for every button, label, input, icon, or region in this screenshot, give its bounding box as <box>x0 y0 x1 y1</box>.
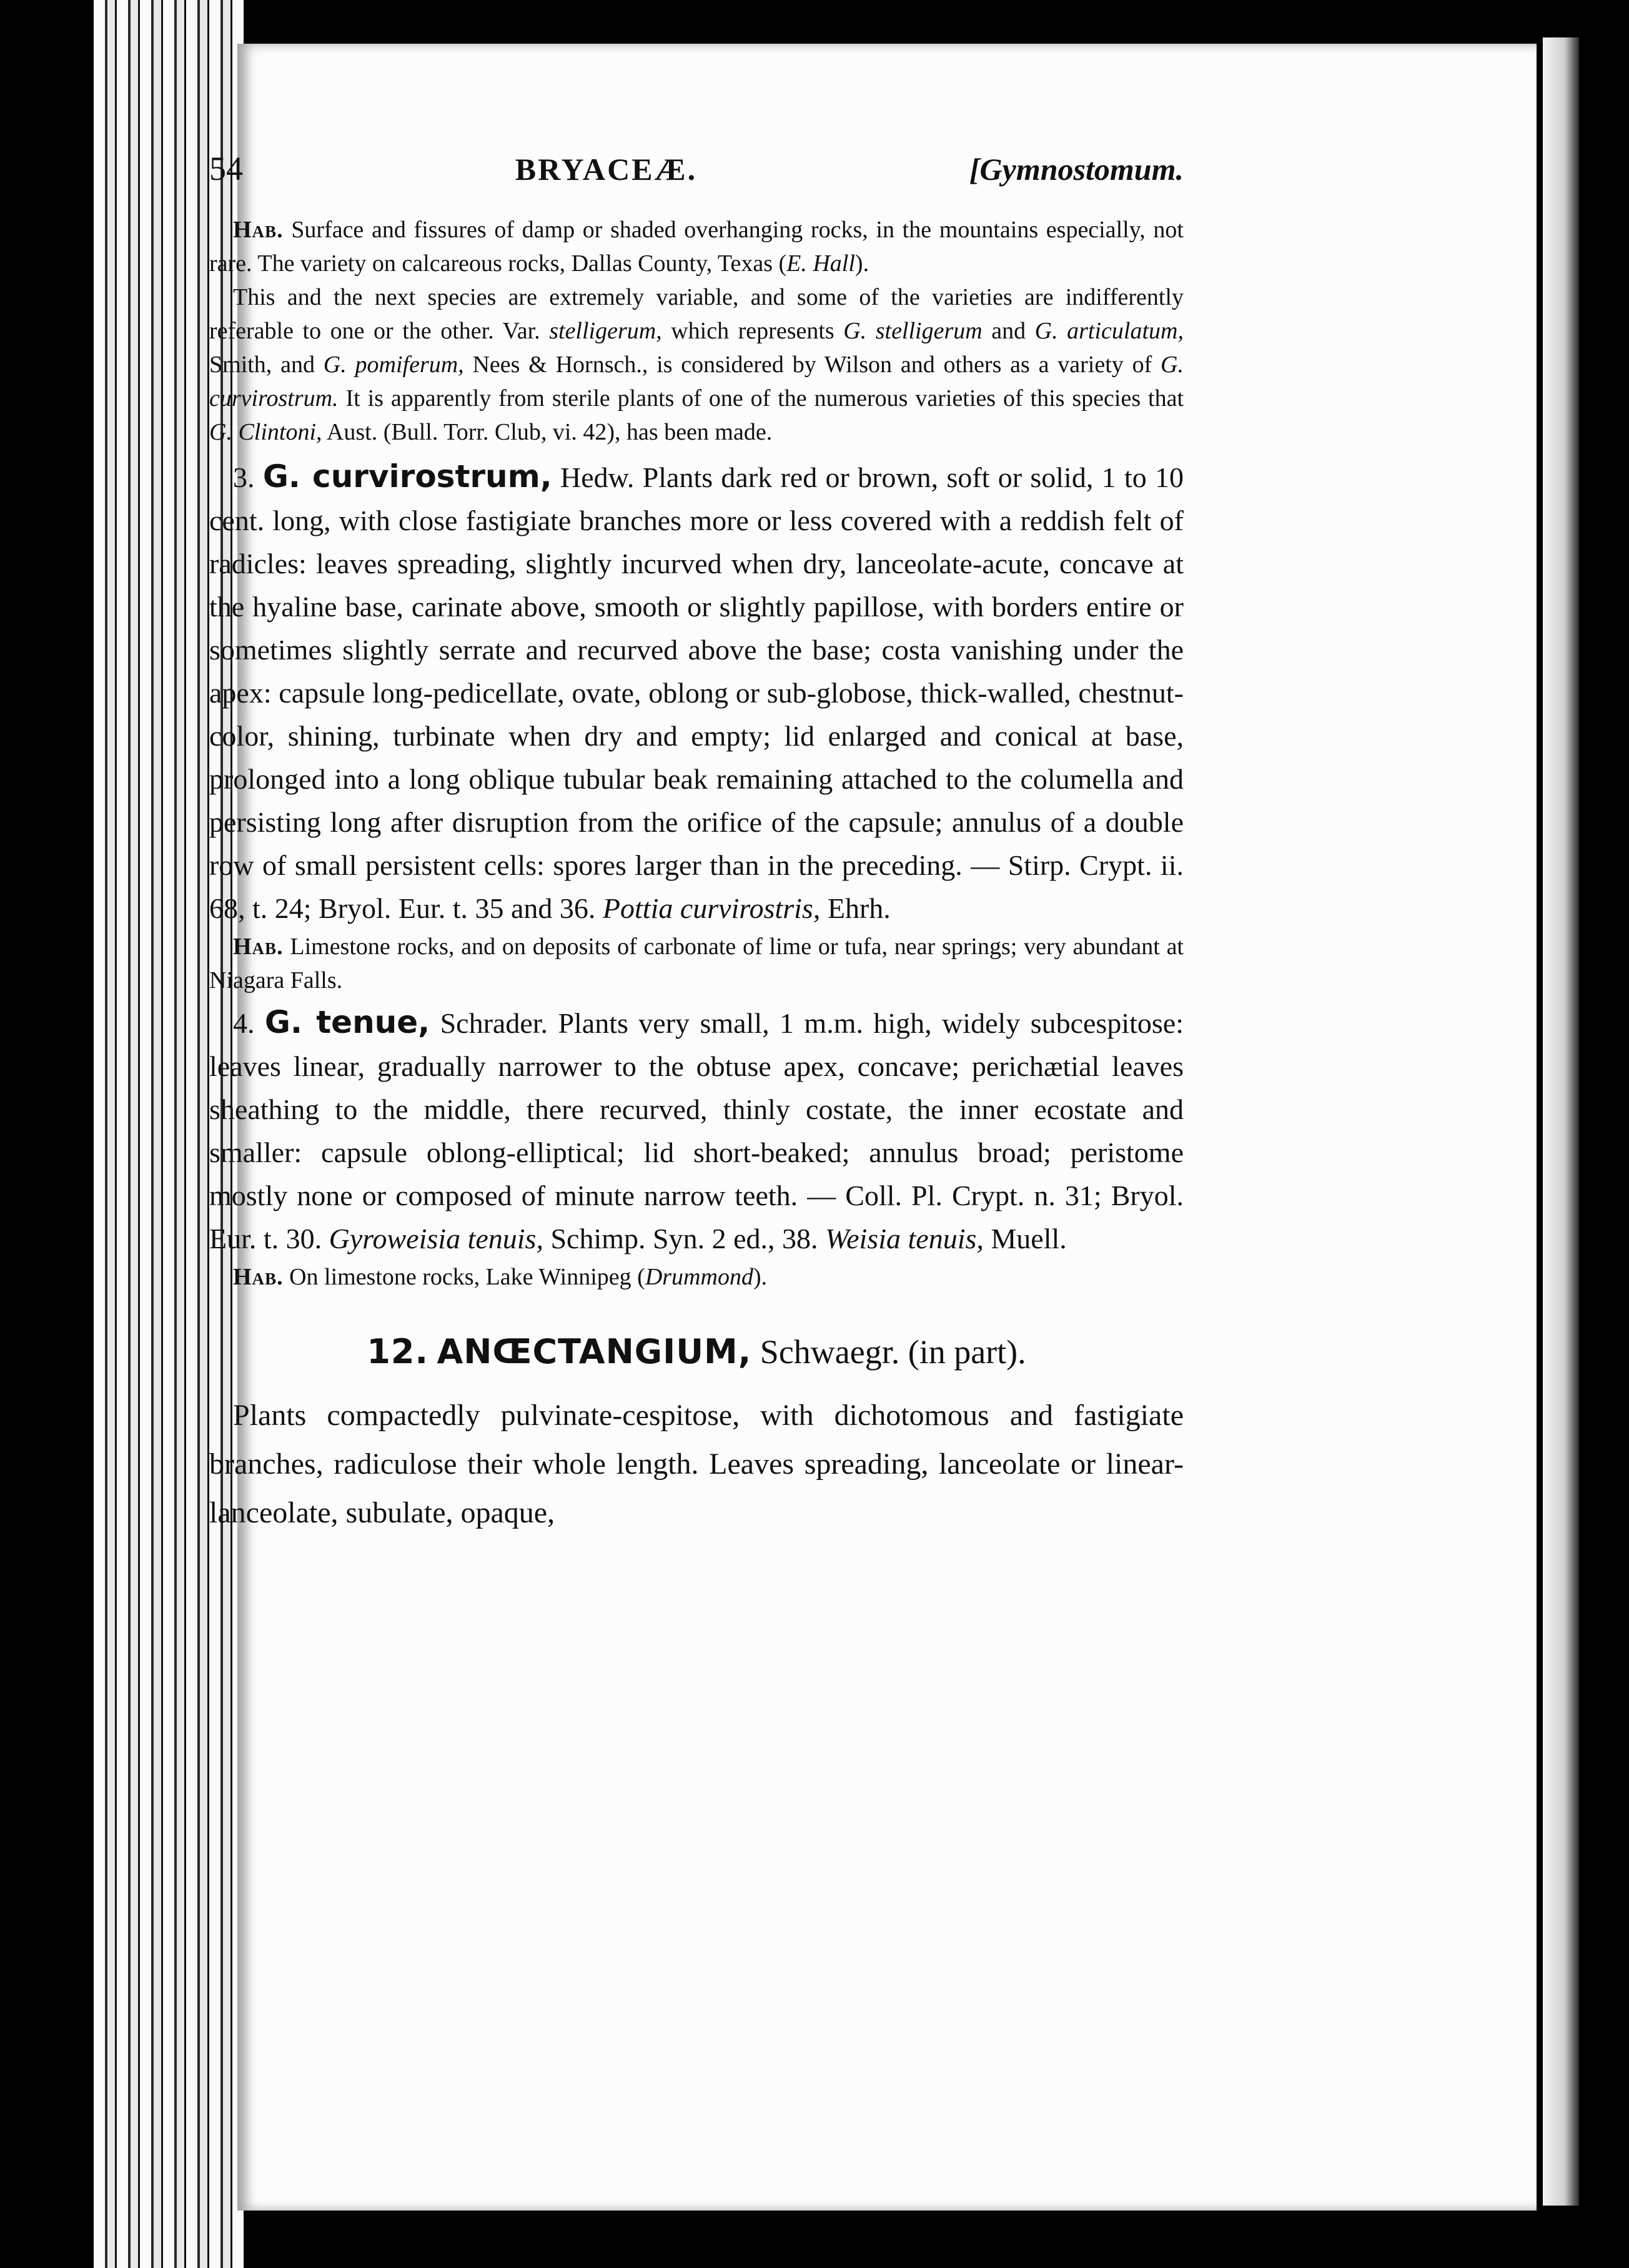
species-name: G. curvirostrum, <box>262 458 552 495</box>
note-paragraph: This and the next species are extremely variable, and some of the varieties are indifferently referable to one or the other. Var. stelligerum, which represents G. stelligerum and G. articulatum, Smith, and G. pomiferum, Nees & Hornsch., is considered by Wilson and others as a variety of G. curvirostrum. It is apparently from sterile plants of one of the numerous varieties of this species that G. Clintoni, Aust. (Bull. Torr. Club, vi. 42), has been made. <box>209 284 1184 445</box>
genus-heading: 12. ANŒCTANGIUM, Schwaegr. (in part). <box>367 1332 1026 1371</box>
habitat-paragraph: Hab. Surface and fissures of damp or shaded overhanging rocks, in the mountains especially, not rare. The variety on calcareous rocks, Dallas County, Texas (E. Hall). <box>209 217 1184 277</box>
genus-description: Plants compactedly pulvinate-cespitose, with dichotomous and fastigiate branches, radiculose their whole length. Leaves spreading, lanceolate or linear-lanceolate, subulate, opaque, <box>209 1399 1184 1529</box>
page-text <box>209 150 1184 1537</box>
habitat-block-top <box>209 213 1184 449</box>
species-name: G. tenue, <box>264 1004 430 1040</box>
species-3-habitat: Hab. Limestone rocks, and on deposits of carbonate of lime or tufa, near springs; very abundant at Niagara Falls. <box>209 934 1184 993</box>
species-3-entry: 3. G. curvirostrum, Hedw. Plants dark red or brown, soft or solid, 1 to 10 cent. long, with close fastigiate branches more or less covered with a reddish felt of radicles: leaves spreading, slightly incurved when dry, lanceolate-acute, concave at the hyaline base, carinate above, smooth or slightly papillose, with borders entire or sometimes slightly serrate and recurved above the base; costa vanishing under the apex: capsule long-pedicellate, ovate, oblong or sub-globose, thick-walled, chestnut-color, shining, turbinate when dry and empty; lid enlarged and conical at base, prolonged into a long oblique tubular beak remaining attached to the columella and persisting long after disruption from the orifice of the capsule; annulus of a double row of small persistent cells: spores larger than in the preceding. — Stirp. Crypt. ii. 68, t. 24; Bryol. Eur. t. 35 and 36. Pottia curvirostris, Ehrh. <box>209 458 1184 924</box>
species-4-habitat: Hab. On limestone rocks, Lake Winnipeg (Drummond). <box>233 1264 768 1290</box>
running-head <box>209 150 1184 188</box>
species-4-entry: 4. G. tenue, Schrader. Plants very small, 1 m.m. high, widely subcespitose: leaves linear, gradually narrower to the obtuse apex, concave; perichætial leaves sheathing to the middle, there recurved, thinly costate, the inner ecostate and smaller: capsule oblong-elliptical; lid short-beaked; annulus broad; peristome mostly none or composed of minute narrow teeth. — Coll. Pl. Crypt. n. 31; Bryol. Eur. t. 30. Gyroweisia tenuis, Schimp. Syn. 2 ed., 38. Weisia tenuis, Muell. <box>209 1004 1184 1255</box>
facing-page-edge <box>1543 37 1579 2206</box>
running-title: BRYACEÆ. <box>515 152 698 187</box>
catchword: [Gymnostomum. <box>969 152 1184 187</box>
page-number: 54 <box>209 150 243 187</box>
